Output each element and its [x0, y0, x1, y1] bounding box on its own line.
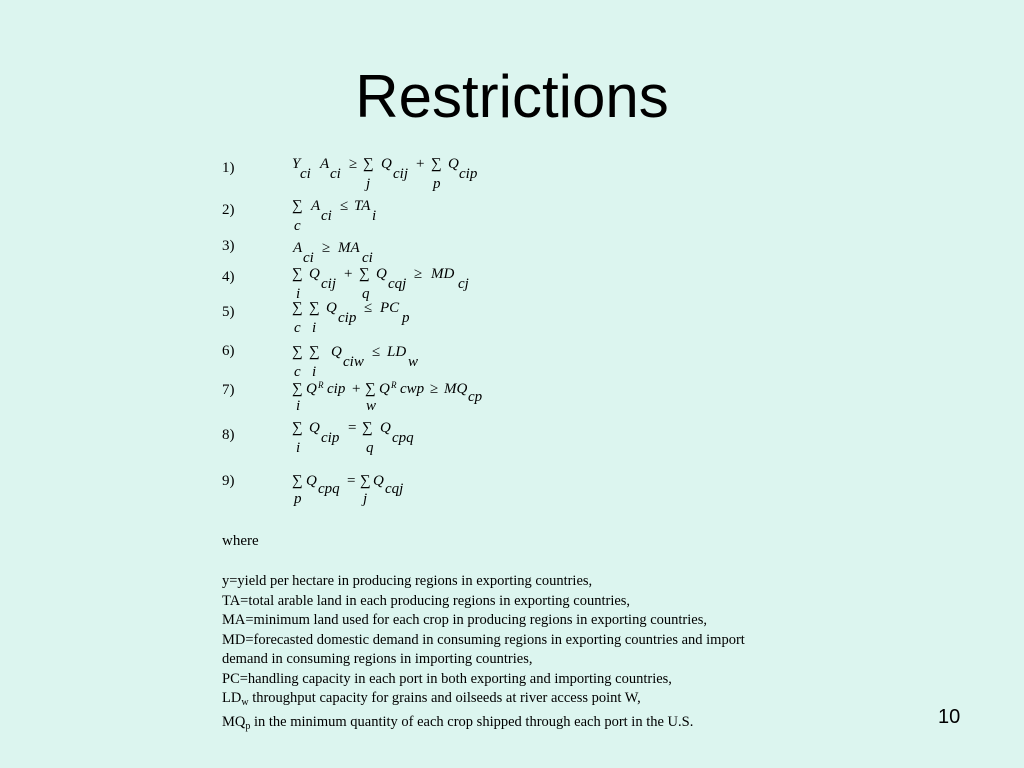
eq-symbol: PC	[380, 300, 400, 316]
mq-text: in the minimum quantity of each crop shipped through each port in the U.S.	[250, 713, 694, 730]
eq-symbol: MQ	[444, 381, 468, 397]
eq-operator: ∑	[292, 344, 303, 360]
eq-operator: ∑	[292, 473, 303, 489]
eq-symbol: A	[311, 198, 321, 214]
definition-ta: TA=total arable land in each producing regions in exporting countries,	[222, 592, 631, 609]
eq-operator: ∑	[292, 381, 303, 397]
eq-operator: ∑	[292, 420, 303, 436]
eq-index: j	[366, 176, 371, 192]
eq-operator: ≥	[322, 240, 331, 256]
eq-index: i	[312, 364, 317, 380]
eq-subscript: cj	[458, 276, 469, 292]
eq-operator: +	[352, 381, 361, 397]
eq-symbol: MD	[431, 266, 455, 282]
where-label: where	[222, 533, 259, 549]
definition-md-continued: demand in consuming regions in importing countries,	[222, 651, 533, 667]
mq-subscript: p	[245, 720, 251, 732]
eq-symbol: Y	[292, 156, 301, 172]
equation-number: 9)	[222, 473, 235, 489]
eq-index: j	[363, 491, 368, 507]
eq-operator: ∑	[362, 420, 373, 436]
eq-symbol: Q	[376, 266, 387, 282]
eq-symbol: Q	[331, 344, 342, 360]
eq-symbol: Q	[306, 381, 317, 397]
eq-symbol: Q	[373, 473, 384, 489]
eq-operator: ∑	[309, 344, 320, 360]
definition-y: y=yield per hectare in producing regions in exporting countries,	[222, 573, 593, 589]
eq-operator: ≥	[430, 381, 439, 397]
equation-number: 5)	[222, 304, 235, 320]
eq-subscript: cp	[468, 389, 483, 405]
eq-subscript: cip	[327, 381, 346, 397]
page-number: 10	[938, 706, 961, 728]
eq-symbol: Q	[379, 381, 390, 397]
eq-operator: +	[416, 156, 425, 172]
eq-symbol: Q	[326, 300, 337, 316]
eq-index: i	[296, 440, 301, 456]
eq-index: q	[362, 286, 370, 302]
eq-superscript: R	[318, 380, 324, 390]
eq-operator: ≥	[349, 156, 358, 172]
ld-text: throughput capacity for grains and oilseeds at river access point W,	[248, 690, 641, 706]
eq-operator: ∑	[292, 198, 303, 214]
definition-pc: PC=handling capacity in each port in both exporting and importing countries,	[222, 670, 672, 687]
eq-subscript: cij	[393, 166, 408, 182]
eq-subscript: cqj	[385, 481, 404, 497]
eq-superscript: R	[391, 380, 397, 390]
definitions-list	[222, 572, 842, 736]
equation-number: 7)	[222, 382, 235, 398]
eq-operator: =	[348, 420, 357, 436]
eq-symbol: Q	[306, 473, 317, 489]
eq-index: c	[294, 218, 301, 234]
eq-operator: ≤	[372, 344, 381, 360]
eq-subscript: ci	[362, 250, 373, 266]
eq-subscript: ci	[300, 166, 311, 182]
eq-symbol: TA	[354, 198, 371, 214]
eq-symbol: A	[293, 240, 303, 256]
ld-symbol: LD	[222, 690, 242, 706]
eq-subscript: cpq	[392, 430, 414, 446]
eq-subscript: ciw	[343, 354, 364, 370]
eq-symbol: A	[320, 156, 330, 172]
eq-subscript: cqj	[388, 276, 407, 292]
equation-number: 2)	[222, 202, 235, 218]
eq-operator: +	[344, 266, 353, 282]
eq-index: i	[296, 286, 301, 302]
eq-index: i	[296, 398, 301, 414]
eq-subscript: cij	[321, 276, 336, 292]
mq-symbol: MQ	[222, 713, 246, 730]
eq-operator: ∑	[365, 381, 376, 397]
eq-subscript: p	[402, 310, 410, 326]
equation-number: 6)	[222, 343, 235, 359]
eq-index: i	[312, 320, 317, 336]
equation-number: 3)	[222, 238, 235, 254]
eq-index: c	[294, 364, 301, 380]
eq-subscript: w	[408, 354, 419, 370]
eq-operator: ∑	[292, 300, 303, 316]
eq-operator: ∑	[309, 300, 320, 316]
eq-symbol: Q	[381, 156, 392, 172]
eq-subscript: cpq	[318, 481, 340, 497]
eq-subscript: cip	[338, 310, 357, 326]
eq-operator: ≤	[364, 300, 373, 316]
definition-md: MD=forecasted domestic demand in consuming regions in exporting countries and import	[222, 631, 745, 648]
eq-subscript: cwp	[400, 381, 425, 397]
eq-operator: ∑	[292, 266, 303, 282]
eq-index: q	[366, 440, 374, 456]
eq-operator: ∑	[431, 156, 442, 172]
eq-index: c	[294, 320, 301, 336]
eq-subscript: ci	[330, 166, 341, 182]
eq-symbol: Q	[380, 420, 391, 436]
ld-subscript: w	[241, 697, 249, 708]
slide-title: Restrictions	[355, 63, 669, 130]
equation-number: 4)	[222, 269, 235, 285]
eq-operator: ∑	[359, 266, 370, 282]
eq-symbol: Q	[309, 266, 320, 282]
definition-ma: MA=minimum land used for each crop in producing regions in exporting countries,	[222, 612, 707, 628]
eq-operator: =	[347, 473, 356, 489]
eq-subscript: ci	[321, 208, 332, 224]
definition-mq	[222, 713, 842, 737]
eq-symbol: MA	[338, 240, 360, 256]
equation-number: 8)	[222, 427, 235, 443]
eq-operator: ∑	[360, 473, 371, 489]
eq-index: p	[433, 176, 441, 192]
eq-operator: ∑	[363, 156, 374, 172]
eq-subscript: cip	[321, 430, 340, 446]
eq-index: p	[294, 491, 302, 507]
definition-ld	[222, 689, 842, 713]
eq-subscript: cip	[459, 166, 478, 182]
eq-subscript: i	[372, 208, 377, 224]
eq-subscript: ci	[303, 250, 314, 266]
eq-operator: ≤	[340, 198, 349, 214]
eq-operator: ≥	[414, 266, 423, 282]
eq-symbol: Q	[448, 156, 459, 172]
equation-number: 1)	[222, 160, 235, 176]
eq-symbol: Q	[309, 420, 320, 436]
eq-symbol: LD	[387, 344, 407, 360]
eq-index: w	[366, 398, 377, 414]
